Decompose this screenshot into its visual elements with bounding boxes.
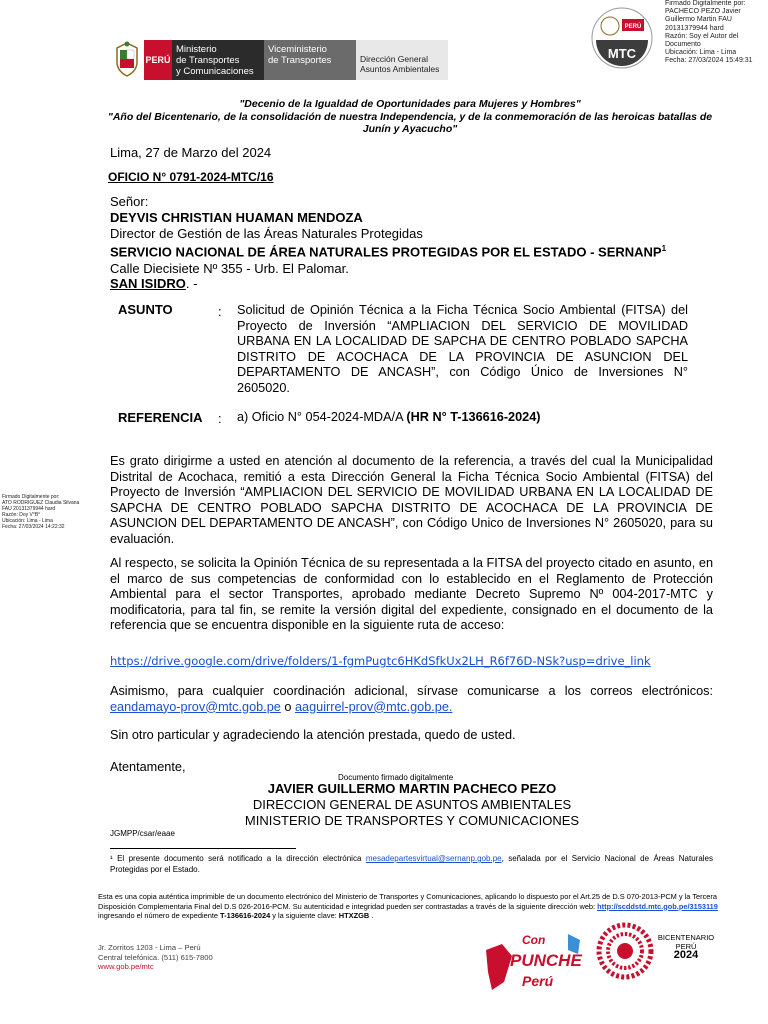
footnote-marker: 1	[661, 244, 667, 254]
digital-signature-note: Documento firmado digitalmente	[338, 773, 454, 782]
referencia-text: a) Oficio N° 054-2024-MDA/A (HR N° T-136616-2024)	[237, 410, 541, 424]
recipient-entity: SERVICIO NACIONAL DE ÁREA NATURALES PROTEGIDAS POR EL ESTADO - SERNANP$^1$	[110, 244, 667, 260]
asunto-colon: :	[218, 304, 222, 319]
paragraph-2: Al respecto, se solicita la Opinión Técnica de su representada a la FITSA del proyecto citado en asunto, en el marco de sus competencias de conformidad con lo establecido en el Reglamento de Protección Ambiental para el sector Transportes, aprobado mediante Decreto Supremo Nº 004-2017-MTC y modificatoria, para tal fin, se remite la versión digital del expediente, consignado en el documento de la referencia que se encuentra disponible en la siguiente ruta de acceso:	[110, 556, 713, 633]
footnote: ¹ El presente documento será notificado a la dirección electrónica mesadepartesvirtual@sernanp.gob.pe, señalada por el Servicio Nacional de Áreas Naturales Protegidas por el Estado.	[110, 854, 714, 874]
viceministry-brand-block: Viceministerio de Transportes	[264, 40, 356, 80]
puche-main-text: PUNCHE	[510, 951, 582, 970]
recipient-block	[110, 194, 730, 292]
paragraph-1: Es grato dirigirme a usted en atención al documento de la referencia, a través del cual la Municipalidad Distrital de Acochaca, remitió a esta Dirección General la Ficha Técnica Socio Ambiental (FITSA) del Proyecto de Inversión “AMPLIACION DEL SERVICIO DE MOVILIDAD URBANA EN LA LOCALIDAD DE SAPCHA DE CENTRO POBLADO SAPCHA DISTRITO DE ACOCHACA DE LA PROVINCIA DE ASUNCION DEL DEPARTAMENTO DE ANCASH”, con Código Unico de Inversiones N° 2605020, para su evaluación.	[110, 454, 713, 546]
referencia-colon: :	[218, 411, 222, 426]
recipient-position: Director de Gestión de las Áreas Naturales Protegidas	[110, 225, 423, 241]
mtc-seal-icon	[590, 6, 654, 70]
recipient-district: SAN ISIDRO. -	[110, 276, 198, 292]
puche-peru-text: Perú	[522, 973, 554, 989]
closing: Atentamente,	[110, 760, 186, 774]
recipient-name: DEYVIS CHRISTIAN HUAMAN MENDOZA	[110, 209, 363, 225]
email-link-2[interactable]: aaguirrel-prov@mtc.gob.pe.	[294, 699, 453, 714]
website-link[interactable]: www.gob.pe/mtc	[98, 962, 154, 972]
verification-link[interactable]: http://scddstd.mtc.gob.pe/3153119	[597, 901, 718, 911]
digital-signature-left: Firmado Digitalmente por: ATO RODRIGUEZ Claudia Silvana FAU 20131379944 hard Razón: Doy V°B° Ubicación: Lima - Lima Fecha: 27/03/2024 14:22:32	[2, 494, 80, 530]
referencia-label: REFERENCIA	[118, 410, 203, 425]
con-punche-peru-logo	[482, 920, 586, 998]
bicentennial-logo	[596, 922, 654, 980]
drive-link[interactable]: https://drive.google.com/drive/folders/1-fgmPugtc6HKdSfkUx2LH_R6f76D-NSk?usp=drive_link	[110, 654, 651, 668]
direction-brand-block: Dirección General Asuntos Ambientales	[356, 40, 448, 80]
mtc-badge-label: MTC	[607, 46, 637, 61]
oficio-number: OFICIO N° 0791-2024-MTC/16	[108, 170, 274, 184]
peru-brand-block: PERÚ	[144, 40, 172, 80]
letter-date: Lima, 27 de Marzo del 2024	[110, 145, 272, 160]
ministry-brand-block: Ministerio de Transportes y Comunicaciones	[172, 40, 264, 80]
decenio-header: "Decenio de la Igualdad de Oportunidades para Mujeres y Hombres" "Año del Bicentenario, de la consolidación de nuestra Independencia, y de la conmemoración de las heroicas batallas de Junín y Ayacucho"	[107, 98, 713, 135]
signer-name: JAVIER GUILLERMO MARTIN PACHECO PEZO	[267, 781, 557, 796]
reference-initials: JGMPP/csar/eaae	[110, 829, 175, 838]
paragraph-3: Asimismo, para cualquier coordinación adicional, sírvase comunicarse a los correos electrónicos: eandamayo-prov@mtc.gob.pe o aaguirrel-prov@mtc.gob.pe.	[110, 684, 713, 714]
digital-signature-top: Firmado Digitalmente por: PACHECO PEZO Javier Guillermo Martin FAU 20131379944 hard Razón: Soy el Autor del Documento Ubicación: Lima - Lima Fecha: 27/03/2024 15:49:31	[665, 0, 753, 65]
asunto-label: ASUNTO	[118, 302, 173, 317]
signer-ministry: MINISTERIO DE TRANSPORTES Y COMUNICACIONES	[244, 813, 580, 828]
peru-coat-of-arms-icon	[112, 40, 142, 78]
recipient-address: Calle Diecisiete Nº 355 - Urb. El Palomar.	[110, 260, 349, 276]
paragraph-4: Sin otro particular y agradeciendo la atención prestada, quedo de usted.	[110, 728, 516, 742]
puche-con-text: Con	[522, 933, 546, 947]
signer-office: DIRECCION GENERAL DE ASUNTOS AMBIENTALES	[252, 797, 572, 812]
mtc-badge-peru: PERÚ	[624, 24, 642, 30]
footnote-divider	[110, 848, 296, 849]
asunto-text: Solicitud de Opinión Técnica a la Ficha Técnica Socio Ambiental (FITSA) del Proyecto de Inversión “AMPLIACION DEL SERVICIO DE MOVILIDAD URBANA EN LA LOCALIDAD DE SAPCHA DE CENTRO POBLADO SAPCHA DISTRITO DE ACOCHACA DE LA PROVINCIA DE ASUNCION DEL DEPARTAMENTO DE ANCASH”, con Código Único de Inversiones N° 2605020.	[237, 303, 688, 395]
email-link-1[interactable]: eandamayo-prov@mtc.gob.pe	[110, 699, 281, 714]
ministry-address: Jr. Zorritos 1203 - Lima – Perú Central telefónica. (511) 615-7800 www.gob.pe/mtc	[98, 943, 213, 972]
salutation: Señor:	[110, 194, 149, 209]
bicentennial-text: BICENTENARIO PERÚ 2024	[657, 933, 715, 961]
footnote-email-link[interactable]: mesadepartesvirtual@sernanp.gob.pe	[365, 854, 502, 863]
authenticity-note: Esta es una copia auténtica imprimible de un documento electrónico del Ministerio de Transportes y Comunicaciones, aplicando lo dispuesto por el Art.25 de D.S 070-2013-PCM y la Tercera Disposición Complementaria Final del D.S 026-2016-PCM. Su autenticidad e integridad pueden ser contrastadas a través de la siguiente dirección web: http://scddstd.mtc.gob.pe/3153119 ingresando el número de expediente T-136616-2024 y la siguiente clave: HTXZGB .	[98, 892, 718, 921]
